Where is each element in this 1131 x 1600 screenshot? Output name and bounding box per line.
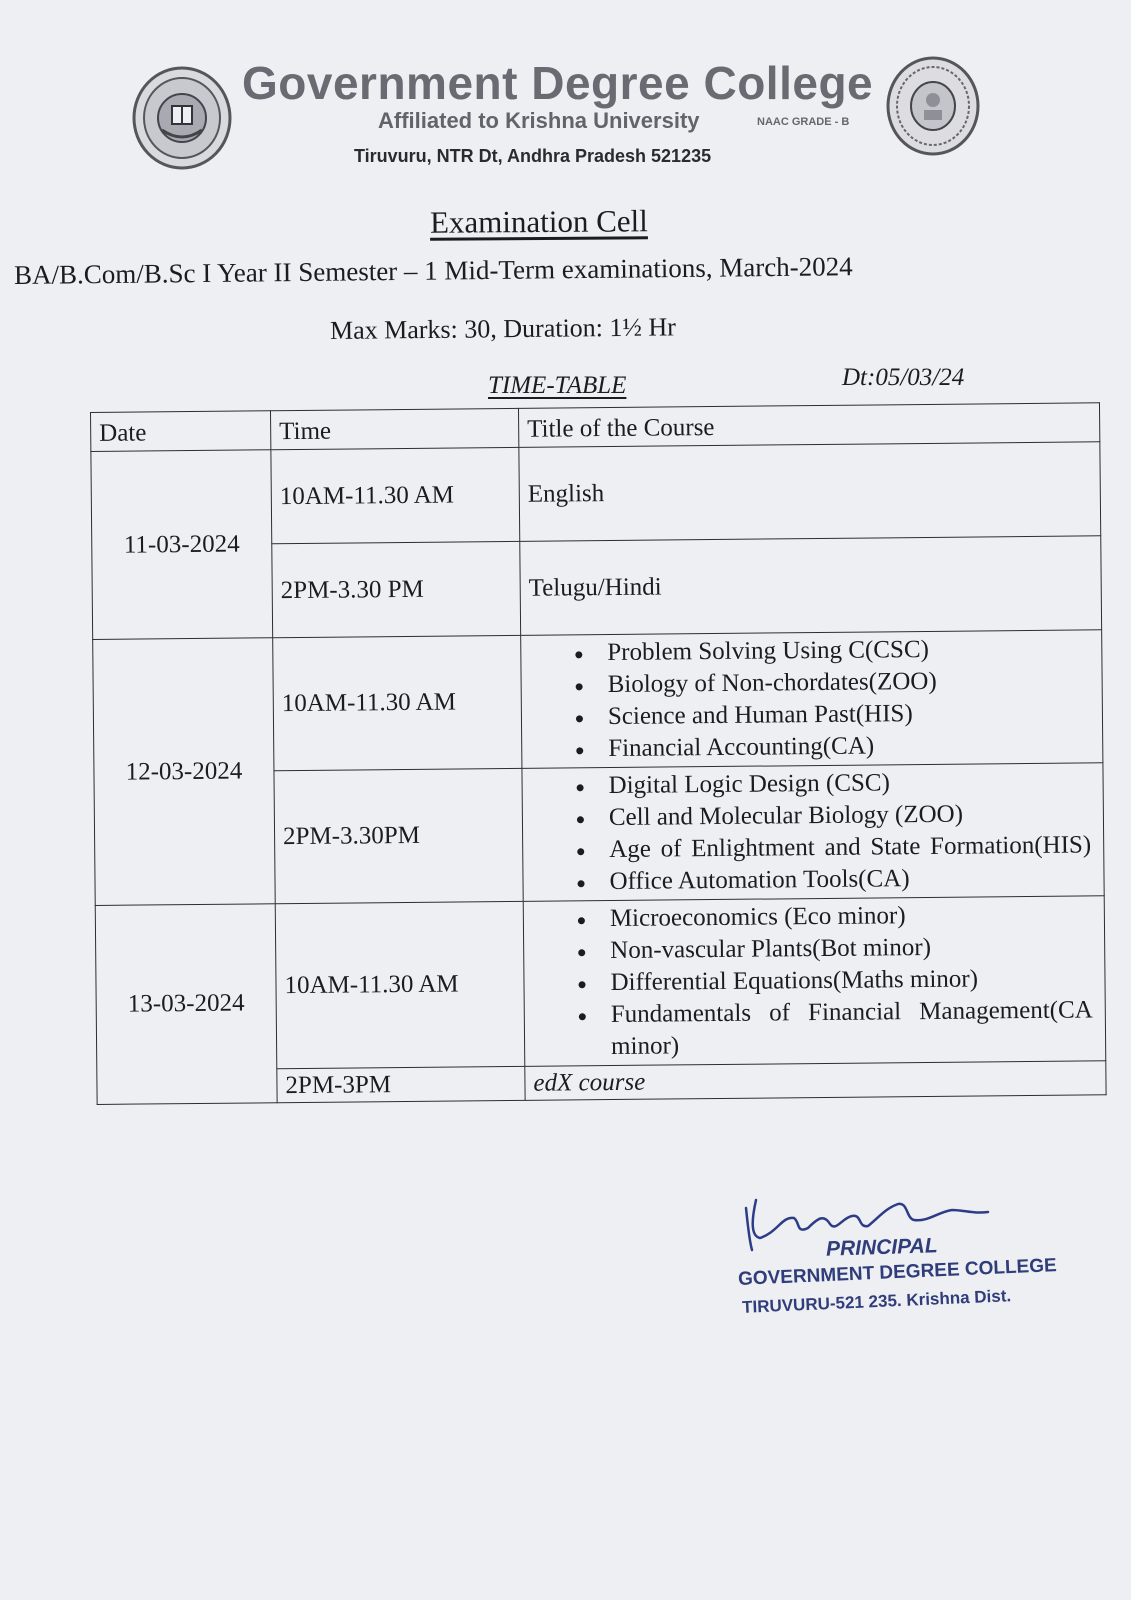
college-address: Tiruvuru, NTR Dt, Andhra Pradesh 521235 [354,146,712,166]
college-emblem-icon [132,66,232,170]
list-item: Problem Solving Using C(CSC) [607,632,1093,669]
state-emblem-icon [886,56,980,156]
time-cell: 2PM-3PM [277,1066,525,1102]
course-list [532,896,1098,1065]
college-name: Government Degree College [242,57,874,109]
time-cell: 2PM-3.30PM [274,768,523,903]
course-list [530,763,1095,900]
course-cell [523,896,1106,1067]
time-cell: 10AM-11.30 AM [271,447,520,543]
list-item: Financial Accounting(CA) [608,728,1094,765]
table-row [91,442,1101,546]
document-date: Dt:05/03/24 [842,364,965,391]
marks-duration: Max Marks: 30, Duration: 1½ Hr [329,312,677,345]
timetable-label: TIME-TABLE [488,372,627,399]
principal-title: PRINCIPAL [825,1234,938,1261]
header-course-title: Title of the Course [518,403,1099,448]
naac-grade: NAAC GRADE - B [757,116,850,128]
stamp-college-name: GOVERNMENT DEGREE COLLEGE [737,1255,1058,1290]
list-item: Office Automation Tools(CA) [609,861,1095,898]
list-item: Differential Equations(Maths minor) [610,962,1096,999]
timetable-table [90,402,1107,1105]
examination-cell-title: Examination Cell [429,203,648,240]
date-cell: 12-03-2024 [93,638,276,906]
date-cell: 11-03-2024 [91,450,273,640]
list-item: Non-vascular Plants(Bot minor) [610,930,1096,967]
course-cell: English [519,442,1101,542]
date-cell: 13-03-2024 [95,904,277,1105]
header-date: Date [91,411,271,452]
list-item: Cell and Molecular Biology (ZOO) [609,797,1095,834]
table-row [93,630,1103,773]
list-item: Microeconomics (Eco minor) [610,898,1096,935]
time-cell: 10AM-11.30 AM [275,901,525,1068]
course-cell: Telugu/Hindi [520,536,1102,636]
time-cell: 2PM-3.30 PM [272,541,521,637]
course-cell [522,763,1104,902]
exam-description: BA/B.Com/B.Sc I Year II Semester – 1 Mid-Term examinations, March-2024 [13,251,853,290]
list-item: Digital Logic Design (CSC) [608,765,1094,802]
time-cell: 10AM-11.30 AM [273,635,522,770]
course-cell [521,630,1103,769]
stamp-place: TIRUVURU-521 235. Krishna Dist. [741,1286,1012,1317]
list-item: Science and Human Past(HIS) [608,696,1094,733]
table-row [95,896,1106,1071]
course-list [529,630,1094,767]
list-item: Biology of Non-chordates(ZOO) [607,664,1093,701]
affiliation-text: Affiliated to Krishna University [378,108,700,133]
list-item: Fundamentals of Financial Management(CA minor) [611,994,1098,1063]
list-item: Age of Enlightment and State Formation(HIS) [609,829,1095,866]
header-time: Time [270,408,518,449]
course-cell: edX course [525,1061,1106,1101]
